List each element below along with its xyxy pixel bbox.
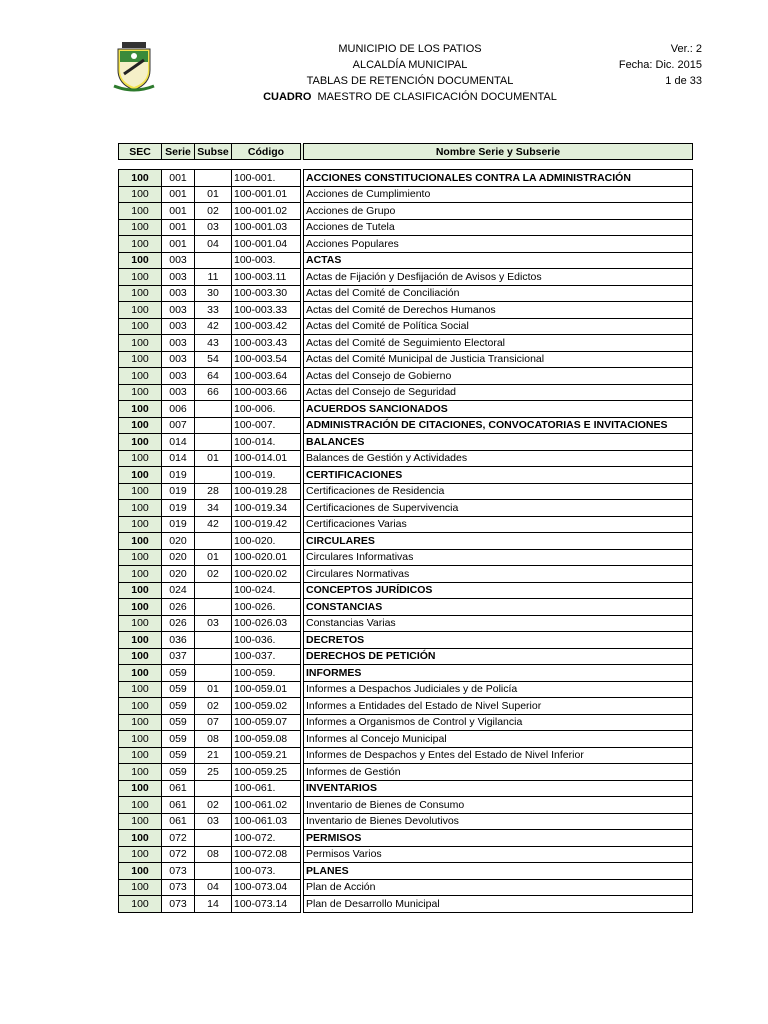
cell-codigo: 100-059.02	[232, 698, 301, 715]
table-row	[119, 285, 693, 302]
cell-serie: 072	[162, 830, 195, 847]
cell-sec: 100	[119, 681, 162, 698]
cell-nombre: Permisos Varios	[304, 846, 693, 863]
cell-sec: 100	[119, 648, 162, 665]
cell-serie: 003	[162, 351, 195, 368]
cell-subserie: 30	[195, 285, 232, 302]
table-row	[119, 813, 693, 830]
cell-nombre: Circulares Informativas	[304, 549, 693, 566]
cell-sec: 100	[119, 615, 162, 632]
table-row	[119, 714, 693, 731]
table-row	[119, 747, 693, 764]
cell-subserie: 08	[195, 731, 232, 748]
header-line-cuadro	[200, 89, 620, 105]
cell-sec: 100	[119, 269, 162, 286]
table-row	[119, 846, 693, 863]
cell-serie: 014	[162, 434, 195, 451]
cell-sec: 100	[119, 665, 162, 682]
col-header-serie: Serie	[162, 144, 195, 160]
cell-sec: 100	[119, 318, 162, 335]
cell-nombre: Inventario de Bienes Devolutivos	[304, 813, 693, 830]
cell-codigo: 100-001.	[232, 170, 301, 187]
cell-subserie	[195, 599, 232, 616]
cuadro-label: CUADRO	[263, 91, 312, 103]
cell-serie: 059	[162, 665, 195, 682]
cell-sec: 100	[119, 384, 162, 401]
cell-codigo: 100-059.08	[232, 731, 301, 748]
cell-codigo: 100-026.	[232, 599, 301, 616]
cell-nombre: Informes a Entidades del Estado de Nivel Superior	[304, 698, 693, 715]
cell-subserie	[195, 467, 232, 484]
cell-subserie: 03	[195, 813, 232, 830]
cell-nombre: ACUERDOS SANCIONADOS	[304, 401, 693, 418]
cell-sec: 100	[119, 368, 162, 385]
cell-serie: 001	[162, 203, 195, 220]
cell-nombre: BALANCES	[304, 434, 693, 451]
cell-serie: 037	[162, 648, 195, 665]
classification-table-body	[119, 170, 693, 913]
cell-serie: 006	[162, 401, 195, 418]
table-row	[119, 632, 693, 649]
cell-serie: 003	[162, 318, 195, 335]
cell-sec: 100	[119, 335, 162, 352]
cell-nombre: Informes de Despachos y Entes del Estado de Nivel Inferior	[304, 747, 693, 764]
cell-sec: 100	[119, 863, 162, 880]
cell-sec: 100	[119, 846, 162, 863]
cell-serie: 003	[162, 302, 195, 319]
cell-nombre: Certificaciones de Supervivencia	[304, 500, 693, 517]
cell-sec: 100	[119, 467, 162, 484]
cell-subserie: 02	[195, 698, 232, 715]
cell-nombre: Inventario de Bienes de Consumo	[304, 797, 693, 814]
cell-subserie: 02	[195, 203, 232, 220]
cell-sec: 100	[119, 731, 162, 748]
cell-nombre: CERTIFICACIONES	[304, 467, 693, 484]
cell-nombre: Balances de Gestión y Actividades	[304, 450, 693, 467]
col-header-codigo: Código	[232, 144, 301, 160]
table-row	[119, 863, 693, 880]
cell-serie: 059	[162, 747, 195, 764]
cell-serie: 073	[162, 879, 195, 896]
table-row	[119, 764, 693, 781]
table-row	[119, 252, 693, 269]
cell-codigo: 100-001.02	[232, 203, 301, 220]
cell-serie: 019	[162, 483, 195, 500]
cell-subserie: 11	[195, 269, 232, 286]
cell-sec: 100	[119, 566, 162, 583]
cell-sec: 100	[119, 797, 162, 814]
cell-serie: 019	[162, 516, 195, 533]
table-row	[119, 203, 693, 220]
cell-nombre: Acciones de Grupo	[304, 203, 693, 220]
cell-codigo: 100-003.66	[232, 384, 301, 401]
table-row	[119, 401, 693, 418]
cell-serie: 003	[162, 269, 195, 286]
table-row	[119, 170, 693, 187]
cell-serie: 020	[162, 549, 195, 566]
col-header-sec: SEC	[119, 144, 162, 160]
cell-codigo: 100-003.30	[232, 285, 301, 302]
cell-sec: 100	[119, 450, 162, 467]
cell-serie: 003	[162, 335, 195, 352]
table-row	[119, 533, 693, 550]
cell-subserie: 14	[195, 896, 232, 913]
cell-codigo: 100-003.42	[232, 318, 301, 335]
cell-sec: 100	[119, 599, 162, 616]
cell-subserie	[195, 401, 232, 418]
table-row	[119, 483, 693, 500]
cell-serie: 061	[162, 813, 195, 830]
table-row	[119, 797, 693, 814]
cell-codigo: 100-061.02	[232, 797, 301, 814]
cell-subserie: 03	[195, 219, 232, 236]
cell-sec: 100	[119, 500, 162, 517]
cell-subserie	[195, 533, 232, 550]
cell-codigo: 100-006.	[232, 401, 301, 418]
table-row	[119, 450, 693, 467]
cell-nombre: Informes de Gestión	[304, 764, 693, 781]
cell-nombre: Actas del Comité Municipal de Justicia Transicional	[304, 351, 693, 368]
fecha-text: Fecha: Dic. 2015	[618, 59, 702, 71]
cell-nombre: CIRCULARES	[304, 533, 693, 550]
cell-subserie: 02	[195, 797, 232, 814]
table-row	[119, 434, 693, 451]
table-row	[119, 335, 693, 352]
header-line-alcaldia: ALCALDÍA MUNICIPAL	[352, 59, 468, 71]
cell-sec: 100	[119, 896, 162, 913]
table-row	[119, 698, 693, 715]
cell-serie: 003	[162, 252, 195, 269]
table-row	[119, 269, 693, 286]
table-row	[119, 417, 693, 434]
cell-subserie: 01	[195, 681, 232, 698]
table-row	[119, 318, 693, 335]
cell-subserie: 33	[195, 302, 232, 319]
cell-nombre: Actas del Comité de Derechos Humanos	[304, 302, 693, 319]
cell-serie: 003	[162, 285, 195, 302]
cell-serie: 007	[162, 417, 195, 434]
cell-nombre: ADMINISTRACIÓN DE CITACIONES, CONVOCATORIAS E INVITACIONES	[304, 417, 693, 434]
cell-subserie: 66	[195, 384, 232, 401]
cell-codigo: 100-014.	[232, 434, 301, 451]
cell-nombre: PLANES	[304, 863, 693, 880]
cell-serie: 059	[162, 698, 195, 715]
col-header-nombre: Nombre Serie y Subserie	[304, 144, 693, 160]
cell-subserie	[195, 582, 232, 599]
cell-subserie	[195, 434, 232, 451]
cell-nombre: INVENTARIOS	[304, 780, 693, 797]
cell-codigo: 100-020.01	[232, 549, 301, 566]
cell-sec: 100	[119, 813, 162, 830]
cell-subserie: 01	[195, 186, 232, 203]
header-line-municipio: MUNICIPIO DE LOS PATIOS	[338, 43, 482, 55]
cell-codigo: 100-019.28	[232, 483, 301, 500]
cell-sec: 100	[119, 714, 162, 731]
cell-serie: 003	[162, 368, 195, 385]
cell-subserie	[195, 780, 232, 797]
cell-codigo: 100-001.01	[232, 186, 301, 203]
cuadro-text: MAESTRO DE CLASIFICACIÓN DOCUMENTAL	[317, 91, 557, 103]
cell-nombre: CONSTANCIAS	[304, 599, 693, 616]
cell-nombre: ACCIONES CONSTITUCIONALES CONTRA LA ADMINISTRACIÓN	[304, 170, 693, 187]
cell-sec: 100	[119, 351, 162, 368]
cell-subserie: 04	[195, 236, 232, 253]
cell-codigo: 100-059.25	[232, 764, 301, 781]
cell-sec: 100	[119, 302, 162, 319]
header-line-tablas: TABLAS DE RETENCIÓN DOCUMENTAL	[306, 75, 514, 87]
cell-codigo: 100-026.03	[232, 615, 301, 632]
cell-subserie	[195, 665, 232, 682]
cell-sec: 100	[119, 401, 162, 418]
cell-nombre: Constancias Varias	[304, 615, 693, 632]
cell-sec: 100	[119, 483, 162, 500]
table-row	[119, 896, 693, 913]
cell-nombre: DECRETOS	[304, 632, 693, 649]
cell-nombre: ACTAS	[304, 252, 693, 269]
table-row	[119, 731, 693, 748]
cell-codigo: 100-037.	[232, 648, 301, 665]
cell-serie: 001	[162, 236, 195, 253]
column-header-row	[119, 144, 693, 160]
document-meta	[619, 41, 702, 89]
classification-table	[118, 169, 693, 913]
cell-nombre: Informes al Concejo Municipal	[304, 731, 693, 748]
cell-sec: 100	[119, 203, 162, 220]
cell-serie: 019	[162, 467, 195, 484]
cell-codigo: 100-059.07	[232, 714, 301, 731]
cell-subserie: 03	[195, 615, 232, 632]
cell-sec: 100	[119, 236, 162, 253]
cell-nombre: PERMISOS	[304, 830, 693, 847]
cell-serie: 020	[162, 566, 195, 583]
table-row	[119, 566, 693, 583]
table-row	[119, 516, 693, 533]
cell-codigo: 100-001.04	[232, 236, 301, 253]
cell-nombre: Informes a Organismos de Control y Vigilancia	[304, 714, 693, 731]
cell-codigo: 100-003.	[232, 252, 301, 269]
cell-codigo: 100-059.21	[232, 747, 301, 764]
cell-sec: 100	[119, 170, 162, 187]
cell-subserie: 42	[195, 516, 232, 533]
table-row	[119, 351, 693, 368]
cell-sec: 100	[119, 219, 162, 236]
cell-serie: 014	[162, 450, 195, 467]
cell-serie: 061	[162, 797, 195, 814]
cell-serie: 036	[162, 632, 195, 649]
cell-serie: 059	[162, 731, 195, 748]
cell-serie: 003	[162, 384, 195, 401]
cell-nombre: INFORMES	[304, 665, 693, 682]
cell-subserie: 08	[195, 846, 232, 863]
cell-sec: 100	[119, 632, 162, 649]
cell-serie: 061	[162, 780, 195, 797]
cell-codigo: 100-003.33	[232, 302, 301, 319]
cell-subserie: 21	[195, 747, 232, 764]
cell-codigo: 100-019.42	[232, 516, 301, 533]
cell-subserie: 04	[195, 879, 232, 896]
table-row	[119, 186, 693, 203]
cell-sec: 100	[119, 186, 162, 203]
cell-sec: 100	[119, 879, 162, 896]
cell-codigo: 100-003.43	[232, 335, 301, 352]
table-row	[119, 500, 693, 517]
cell-codigo: 100-001.03	[232, 219, 301, 236]
cell-serie: 026	[162, 599, 195, 616]
table-row	[119, 615, 693, 632]
column-header-table	[118, 143, 693, 160]
cell-nombre: Actas del Consejo de Gobierno	[304, 368, 693, 385]
cell-codigo: 100-073.14	[232, 896, 301, 913]
cell-sec: 100	[119, 698, 162, 715]
table-row	[119, 302, 693, 319]
cell-subserie: 07	[195, 714, 232, 731]
cell-nombre: Actas de Fijación y Desfijación de Avisos y Edictos	[304, 269, 693, 286]
cell-nombre: Actas del Comité de Conciliación	[304, 285, 693, 302]
cell-subserie	[195, 648, 232, 665]
cell-subserie	[195, 830, 232, 847]
cell-codigo: 100-059.	[232, 665, 301, 682]
version-text: Ver.: 2	[670, 43, 702, 55]
cell-codigo: 100-014.01	[232, 450, 301, 467]
cell-nombre: CONCEPTOS JURÍDICOS	[304, 582, 693, 599]
cell-serie: 020	[162, 533, 195, 550]
cell-serie: 073	[162, 896, 195, 913]
cell-subserie: 25	[195, 764, 232, 781]
cell-nombre: Informes a Despachos Judiciales y de Policía	[304, 681, 693, 698]
table-row	[119, 648, 693, 665]
cell-serie: 001	[162, 170, 195, 187]
cell-serie: 059	[162, 714, 195, 731]
cell-subserie: 01	[195, 450, 232, 467]
cell-sec: 100	[119, 549, 162, 566]
cell-codigo: 100-059.01	[232, 681, 301, 698]
cell-serie: 073	[162, 863, 195, 880]
cell-nombre: Plan de Desarrollo Municipal	[304, 896, 693, 913]
cell-codigo: 100-003.54	[232, 351, 301, 368]
cell-sec: 100	[119, 434, 162, 451]
cell-sec: 100	[119, 417, 162, 434]
cell-sec: 100	[119, 780, 162, 797]
table-row	[119, 384, 693, 401]
cell-nombre: DERECHOS DE PETICIÓN	[304, 648, 693, 665]
cell-subserie: 54	[195, 351, 232, 368]
cell-serie: 001	[162, 186, 195, 203]
cell-codigo: 100-020.02	[232, 566, 301, 583]
cell-nombre: Certificaciones Varias	[304, 516, 693, 533]
cell-nombre: Acciones Populares	[304, 236, 693, 253]
cell-codigo: 100-003.11	[232, 269, 301, 286]
cell-subserie: 64	[195, 368, 232, 385]
cell-sec: 100	[119, 582, 162, 599]
cell-serie: 026	[162, 615, 195, 632]
cell-subserie: 02	[195, 566, 232, 583]
cell-codigo: 100-020.	[232, 533, 301, 550]
cell-sec: 100	[119, 747, 162, 764]
table-row	[119, 368, 693, 385]
cell-subserie: 01	[195, 549, 232, 566]
cell-nombre: Certificaciones de Residencia	[304, 483, 693, 500]
cell-subserie	[195, 252, 232, 269]
cell-subserie: 42	[195, 318, 232, 335]
cell-codigo: 100-019.	[232, 467, 301, 484]
cell-nombre: Acciones de Tutela	[304, 219, 693, 236]
municipal-shield-logo	[108, 40, 160, 92]
table-row	[119, 665, 693, 682]
cell-serie: 001	[162, 219, 195, 236]
cell-codigo: 100-007.	[232, 417, 301, 434]
cell-codigo: 100-003.64	[232, 368, 301, 385]
cell-codigo: 100-073.04	[232, 879, 301, 896]
cell-subserie: 43	[195, 335, 232, 352]
cell-subserie: 34	[195, 500, 232, 517]
cell-sec: 100	[119, 285, 162, 302]
cell-nombre: Circulares Normativas	[304, 566, 693, 583]
cell-codigo: 100-024.	[232, 582, 301, 599]
cell-sec: 100	[119, 516, 162, 533]
table-row	[119, 830, 693, 847]
table-row	[119, 549, 693, 566]
cell-nombre: Actas del Consejo de Seguridad	[304, 384, 693, 401]
cell-subserie	[195, 632, 232, 649]
cell-serie: 059	[162, 764, 195, 781]
table-row	[119, 236, 693, 253]
cell-codigo: 100-072.	[232, 830, 301, 847]
cell-subserie	[195, 863, 232, 880]
table-row	[119, 879, 693, 896]
page-count-text: 1 de 33	[665, 75, 702, 87]
cell-codigo: 100-072.08	[232, 846, 301, 863]
col-header-subse: Subse	[195, 144, 232, 160]
cell-sec: 100	[119, 533, 162, 550]
cell-serie: 019	[162, 500, 195, 517]
cell-sec: 100	[119, 830, 162, 847]
cell-subserie: 28	[195, 483, 232, 500]
cell-codigo: 100-036.	[232, 632, 301, 649]
cell-codigo: 100-019.34	[232, 500, 301, 517]
cell-codigo: 100-073.	[232, 863, 301, 880]
table-row	[119, 582, 693, 599]
cell-subserie	[195, 417, 232, 434]
cell-codigo: 100-061.	[232, 780, 301, 797]
table-row	[119, 467, 693, 484]
cell-nombre: Acciones de Cumplimiento	[304, 186, 693, 203]
document-header	[200, 41, 620, 105]
cell-codigo: 100-061.03	[232, 813, 301, 830]
cell-subserie	[195, 170, 232, 187]
cell-serie: 059	[162, 681, 195, 698]
table-row	[119, 599, 693, 616]
cell-nombre: Actas del Comité de Política Social	[304, 318, 693, 335]
cell-serie: 024	[162, 582, 195, 599]
cell-serie: 072	[162, 846, 195, 863]
cell-nombre: Actas del Comité de Seguimiento Electoral	[304, 335, 693, 352]
table-row	[119, 681, 693, 698]
cell-sec: 100	[119, 252, 162, 269]
table-row	[119, 780, 693, 797]
table-row	[119, 219, 693, 236]
cell-nombre: Plan de Acción	[304, 879, 693, 896]
cell-sec: 100	[119, 764, 162, 781]
